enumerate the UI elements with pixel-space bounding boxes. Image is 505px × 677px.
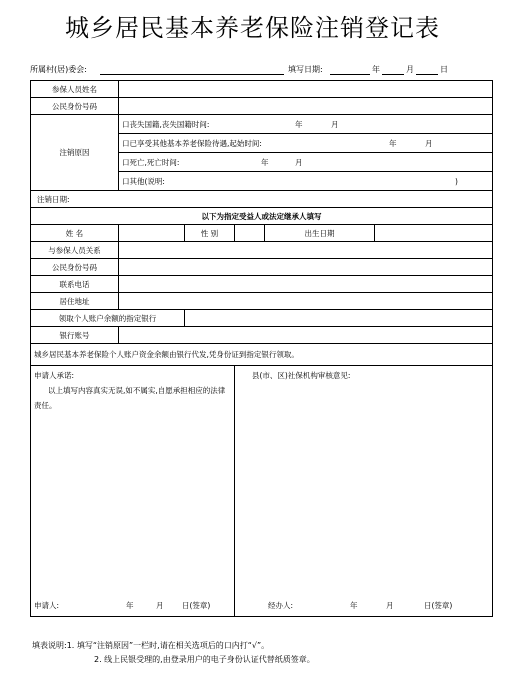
table-row <box>31 344 493 366</box>
cancel-date[interactable]: 注销日期: <box>31 191 493 208</box>
village-label: 所属村(居)委会: <box>30 65 87 74</box>
note-1: 填表说明:1. 填写“注销原因”一栏时,请在相关选项后的口内打“√”。 <box>32 641 270 650</box>
insured-name-label: 参保人员姓名 <box>31 81 119 98</box>
reason-1-year: 年 <box>295 119 303 129</box>
table-row <box>31 81 493 98</box>
reason-label: 注销原因 <box>31 115 119 191</box>
month-label: 月 <box>406 65 414 74</box>
form-table <box>30 80 493 617</box>
beneficiary-id-field[interactable] <box>119 259 493 276</box>
address-label: 居住地址 <box>31 293 119 310</box>
year-line <box>330 74 370 75</box>
name-label: 姓 名 <box>31 225 119 242</box>
account-field[interactable] <box>119 327 493 344</box>
reason-3-year: 年 <box>261 157 269 167</box>
applicant-year: 年 <box>126 601 134 610</box>
applicant-signature <box>34 601 231 613</box>
gender-label: 性 别 <box>185 225 235 242</box>
insured-name-field[interactable] <box>119 81 493 98</box>
table-row <box>31 293 493 310</box>
form-notes <box>30 639 492 667</box>
reason-1-month: 月 <box>331 119 339 129</box>
bank-label: 领取个人账户余额的指定银行 <box>31 310 185 327</box>
handler-day: 日(签章) <box>424 601 453 610</box>
beneficiary-id-label: 公民身份号码 <box>31 259 119 276</box>
payment-notice: 城乡居民基本养老保险个人账户资金余额由银行代发,凭身份证到指定银行领取。 <box>31 344 493 366</box>
phone-label: 联系电话 <box>31 276 119 293</box>
table-row <box>31 259 493 276</box>
reason-option-2[interactable] <box>119 134 493 153</box>
note-2: 2. 线上民银受理的,由登录用户的电子身份认证代替纸质签章。 <box>94 655 315 664</box>
table-row <box>31 225 493 242</box>
month-line <box>382 74 404 75</box>
birth-label: 出生日期 <box>265 225 375 242</box>
form-title: 城乡居民基本养老保险注销登记表 <box>65 14 440 42</box>
reason-option-3[interactable] <box>119 153 493 172</box>
table-row <box>31 115 493 134</box>
bank-field[interactable] <box>185 310 493 327</box>
table-row <box>31 98 493 115</box>
table-row <box>31 276 493 293</box>
table-row <box>31 242 493 259</box>
handler-signature <box>238 601 489 613</box>
table-row <box>31 327 493 344</box>
applicant-day: 日(签章) <box>182 601 211 610</box>
reason-option-4[interactable] <box>119 172 493 191</box>
reason-option-1[interactable] <box>119 115 493 134</box>
reason-4-close: ) <box>455 176 458 186</box>
reason-3-month: 月 <box>295 157 303 167</box>
reason-1-text: 口丧失国籍,丧失国籍时间: <box>122 119 210 129</box>
table-row <box>31 366 493 617</box>
relation-field[interactable] <box>119 242 493 259</box>
handler-year: 年 <box>350 601 358 610</box>
phone-field[interactable] <box>119 276 493 293</box>
day-line <box>416 74 438 75</box>
day-label: 日 <box>440 65 448 74</box>
table-row <box>31 191 493 208</box>
reason-2-month: 月 <box>425 138 433 148</box>
applicant-pledge[interactable] <box>31 366 235 617</box>
handler-label: 经办人: <box>268 601 294 610</box>
reason-4-text: 口其他(说明: <box>122 176 165 186</box>
form-header <box>30 64 492 78</box>
pledge-text: 以上填写内容真实无误,如不属实,自愿承担相应的法律责任。 <box>34 386 226 410</box>
insured-id-label: 公民身份号码 <box>31 98 119 115</box>
section-heading: 以下为指定受益人或法定继承人填写 <box>31 208 493 225</box>
handler-month: 月 <box>386 601 394 610</box>
reason-3-text: 口死亡,死亡时间: <box>122 157 180 167</box>
village-line <box>100 74 284 75</box>
table-row <box>31 208 493 225</box>
reason-2-text: 口已享受其他基本养老保险待遇,起始时间: <box>122 138 262 148</box>
insured-id-field[interactable] <box>119 98 493 115</box>
pledge-title: 申请人承诺: <box>34 371 75 380</box>
name-field[interactable] <box>119 225 185 242</box>
account-label: 银行账号 <box>31 327 119 344</box>
relation-label: 与参保人员关系 <box>31 242 119 259</box>
applicant-month: 月 <box>156 601 164 610</box>
applicant-label: 申请人: <box>34 601 60 610</box>
date-label: 填写日期: <box>288 65 323 74</box>
review-title: 县(市、区)社保机构审核意见: <box>252 371 351 380</box>
birth-field[interactable] <box>375 225 493 242</box>
address-field[interactable] <box>119 293 493 310</box>
year-label: 年 <box>372 65 380 74</box>
table-row <box>31 310 493 327</box>
reason-2-year: 年 <box>389 138 397 148</box>
review-opinion[interactable] <box>235 366 493 617</box>
gender-field[interactable] <box>235 225 265 242</box>
